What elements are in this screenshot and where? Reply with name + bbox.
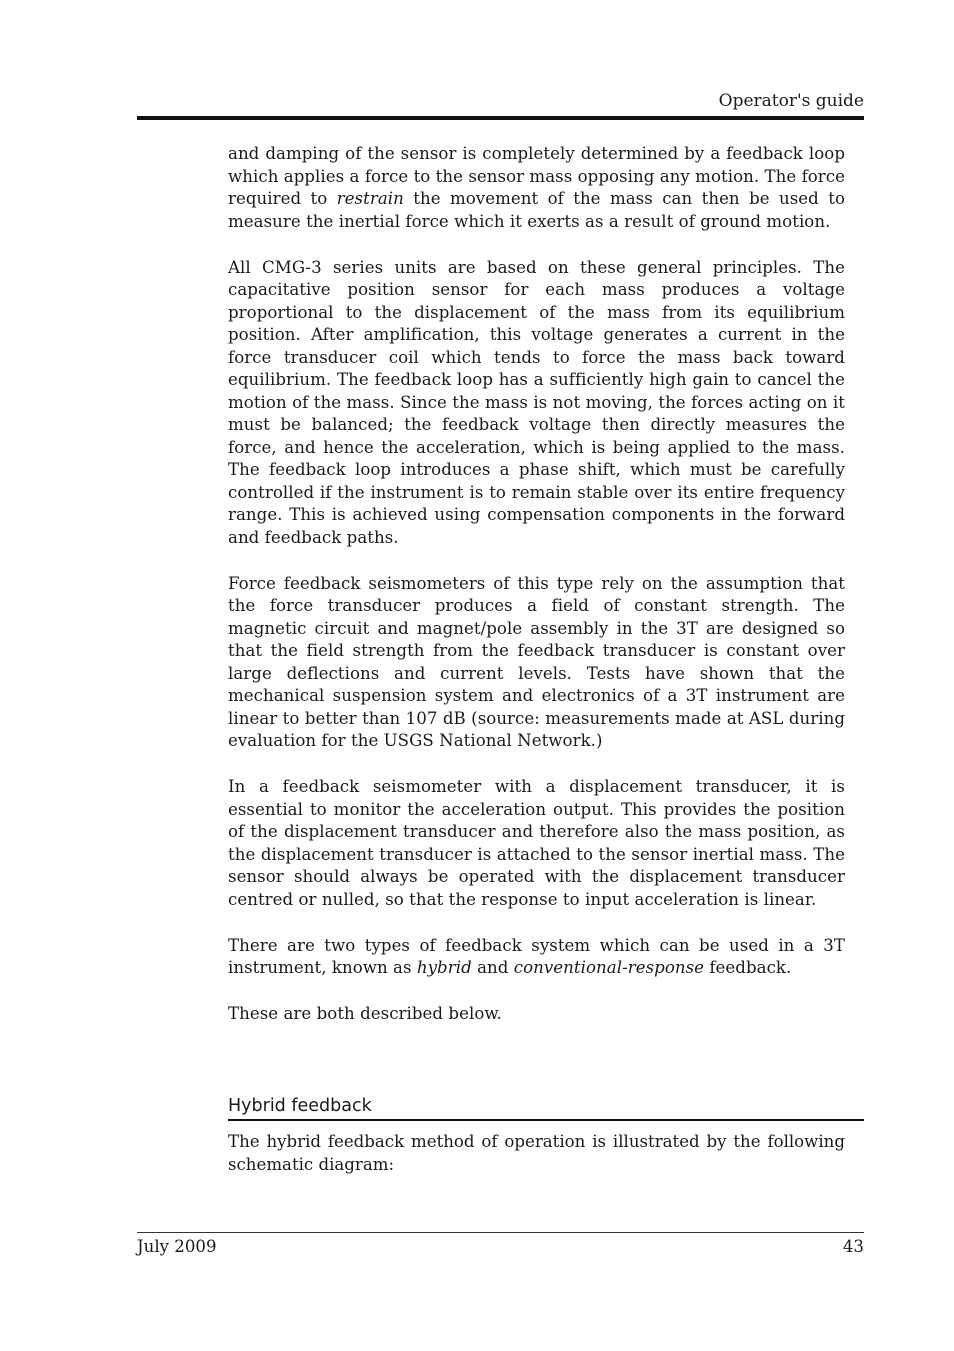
footer-rule — [137, 1232, 864, 1233]
section-body — [228, 1131, 845, 1176]
section-heading: Hybrid feedback — [228, 1094, 864, 1121]
paragraph-5-text-c: feedback. — [704, 958, 792, 977]
page-number: 43 — [842, 1237, 864, 1256]
section-paragraph: The hybrid feedback method of operation is illustrated by the following schematic diagram: — [228, 1132, 845, 1174]
paragraph-1-text-a: and damping of the sensor is completely determined by a feedback loop which applies a force to the sensor mass opposing any motion. The force required to — [228, 144, 845, 208]
paragraph-6: These are both described below. — [228, 1004, 502, 1023]
paragraph-1 — [228, 143, 845, 233]
paragraph-5-emphasis-hybrid: hybrid — [416, 958, 472, 977]
paragraph-1-emphasis: restrain — [336, 189, 404, 208]
paragraph-5-text-b: and — [471, 958, 514, 977]
paragraph-1-text-b: the movement of the mass can then be used to measure the inertial force which it exerts as a result of ground motion. — [228, 189, 846, 231]
header-rule — [137, 116, 864, 120]
header-title: Operator's guide — [718, 91, 864, 111]
paragraph-4: In a feedback seismometer with a displacement transducer, it is essential to monitor the acceleration output. This provides the position of the displacement transducer and therefore also the mass position, as the displacement transducer is attached to the sensor inertial mass. The sensor should always be operated with the displacement transducer centred or nulled, so that the response to input acceleration is linear. — [228, 777, 845, 909]
body-text — [228, 143, 845, 1049]
paragraph-3: Force feedback seismometers of this type rely on the assumption that the force transducer produces a field of constant strength. The magnetic circuit and magnet/pole assembly in the 3T are designed so that the field strength from the feedback transducer is constant over large deflections and current levels. Tests have shown that the mechanical suspension system and electronics of a 3T instrument are linear to better than 107 dB (source: measurements made at ASL during evaluation for the USGS National Network.) — [228, 573, 845, 750]
footer-date: July 2009 — [137, 1237, 217, 1256]
paragraph-5-emphasis-conventional: conventional-response — [513, 958, 705, 977]
paragraph-5-text-a: There are two types of feedback system which can be used in a 3T instrument, known as — [228, 935, 845, 977]
paragraph-2: All CMG-3 series units are based on these general principles. The capacitative position sensor for each mass produces a voltage proportional to the displacement of the mass from its equilibrium position. After amplification, this voltage generates a current in the force transducer coil which tends to force the mass back toward equilibrium. The feedback loop has a sufficiently high gain to cancel the motion of the mass. Since the mass is not moving, the forces acting on it must be balanced; the feedback voltage then directly measures the force, and hence the acceleration, which is being applied to the mass. The feedback loop introduces a phase shift, which must be carefully controlled if the instrument is to remain stable over its entire frequency range. This is achieved using compensation components in the forward and feedback paths. — [228, 257, 845, 547]
paragraph-5 — [228, 935, 845, 980]
